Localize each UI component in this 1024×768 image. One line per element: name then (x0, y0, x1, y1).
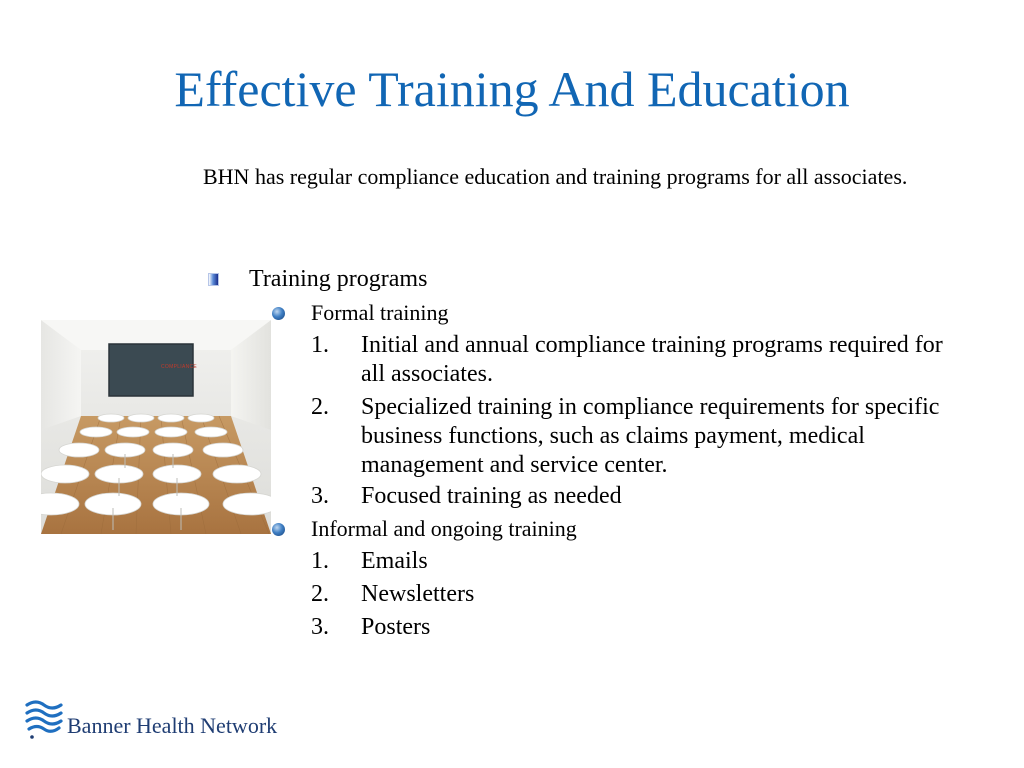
list-text: Posters (361, 614, 431, 640)
square-bullet-icon (208, 273, 219, 286)
list-number: 1. (311, 548, 329, 574)
list-item (311, 613, 991, 642)
list-item (311, 393, 991, 480)
list-text: Initial and annual compliance training programs required for all associates. (361, 332, 943, 387)
list-text: Specialized training in compliance requirements for specific business functions, such as claims payment, medical management and service center. (361, 394, 940, 478)
banner-health-network-logo (24, 697, 277, 741)
bullet-label: Informal and ongoing training (311, 516, 577, 541)
list-number: 3. (311, 483, 329, 509)
round-bullet-icon (272, 523, 285, 536)
slide-title: Effective Training And Education (174, 61, 850, 117)
round-bullet-icon (272, 307, 285, 320)
list-text: Focused training as needed (361, 483, 622, 509)
list-number: 1. (311, 332, 329, 358)
bullet-label: Training programs (249, 266, 428, 292)
intro-text: BHN has regular compliance education and training programs for all associates. (203, 164, 908, 189)
bullet-formal-training (272, 298, 448, 328)
bullet-training-programs (208, 264, 427, 294)
bullet-label: Formal training (311, 300, 449, 325)
bullet-informal-training (272, 514, 577, 544)
list-text: Emails (361, 548, 428, 574)
list-number: 2. (311, 394, 329, 420)
list-number: 2. (311, 581, 329, 607)
list-text: Newsletters (361, 581, 475, 607)
banner-flag-icon (24, 697, 64, 741)
blackboard-text: COMPLIANCE (161, 364, 198, 370)
list-item (311, 580, 991, 609)
list-number: 3. (311, 614, 329, 640)
list-item (311, 547, 991, 576)
list-item (311, 331, 991, 389)
list-item (311, 482, 991, 511)
logo-text: Banner Health Network (67, 713, 278, 738)
classroom-photo (41, 320, 271, 534)
